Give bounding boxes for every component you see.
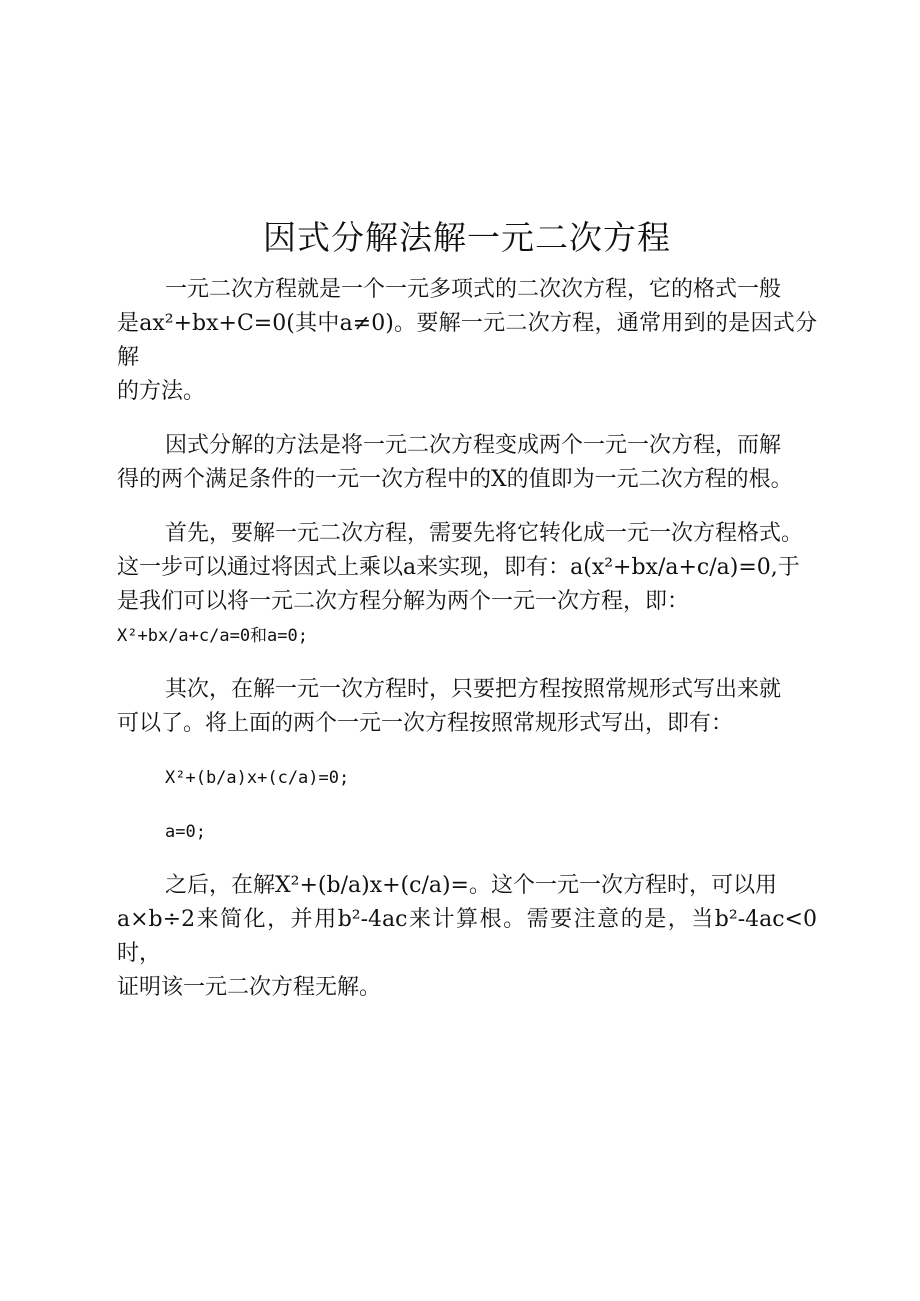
paragraph-first-step	[117, 517, 817, 653]
paragraph-line: 之后，在解X²+(b/a)x+(c/a)=。这个一元一次方程时，可以用	[165, 873, 777, 898]
paragraph-final	[117, 869, 817, 1005]
paragraph-line: 一元二次方程就是一个一元多项式的二次次方程，它的格式一般	[165, 277, 782, 302]
paragraph-line: 证明该一元二次方程无解。	[117, 975, 382, 1000]
paragraph-line: 首先，要解一元二次方程，需要先将它转化成一元一次方程格式。	[165, 521, 804, 546]
paragraph-second-step	[117, 673, 817, 741]
paragraph-line: 的方法。	[117, 379, 206, 404]
paragraph-line: 是ax²+bx+C=0(其中a≠0)。要解一元二次方程，通常用到的是因式分解	[117, 311, 817, 370]
paragraph-line: 得的两个满足条件的一元一次方程中的X的值即为一元二次方程的根。	[117, 467, 793, 492]
paragraph-line: 这一步可以通过将因式上乘以a来实现，即有：a(x²+bx/a+c/a)=0,于	[117, 555, 800, 580]
paragraph-line: 可以了。将上面的两个一元一次方程按照常规形式写出，即有：	[117, 711, 734, 736]
equation-1: X²+(b/a)x+(c/a)=0;	[165, 768, 350, 788]
paragraph-line: 因式分解的方法是将一元二次方程变成两个一元一次方程，而解	[165, 433, 782, 458]
paragraph-line: a×b÷2来简化，并用b²-4ac来计算根。需要注意的是，当b²-4ac<0时，	[117, 907, 817, 966]
paragraph-line: 其次，在解一元一次方程时，只要把方程按照常规形式写出来就	[165, 677, 782, 702]
document-title: 因式分解法解一元二次方程	[263, 218, 671, 257]
paragraph-method	[117, 429, 817, 497]
paragraph-intro	[117, 273, 817, 409]
document-page	[117, 213, 817, 1025]
paragraph-line: 是我们可以将一元二次方程分解为两个一元一次方程，即：	[117, 589, 690, 614]
paragraph-equation-line: X²+bx/a+c/a=0和a=0;	[117, 626, 308, 646]
equation-2: a=0;	[165, 822, 206, 842]
